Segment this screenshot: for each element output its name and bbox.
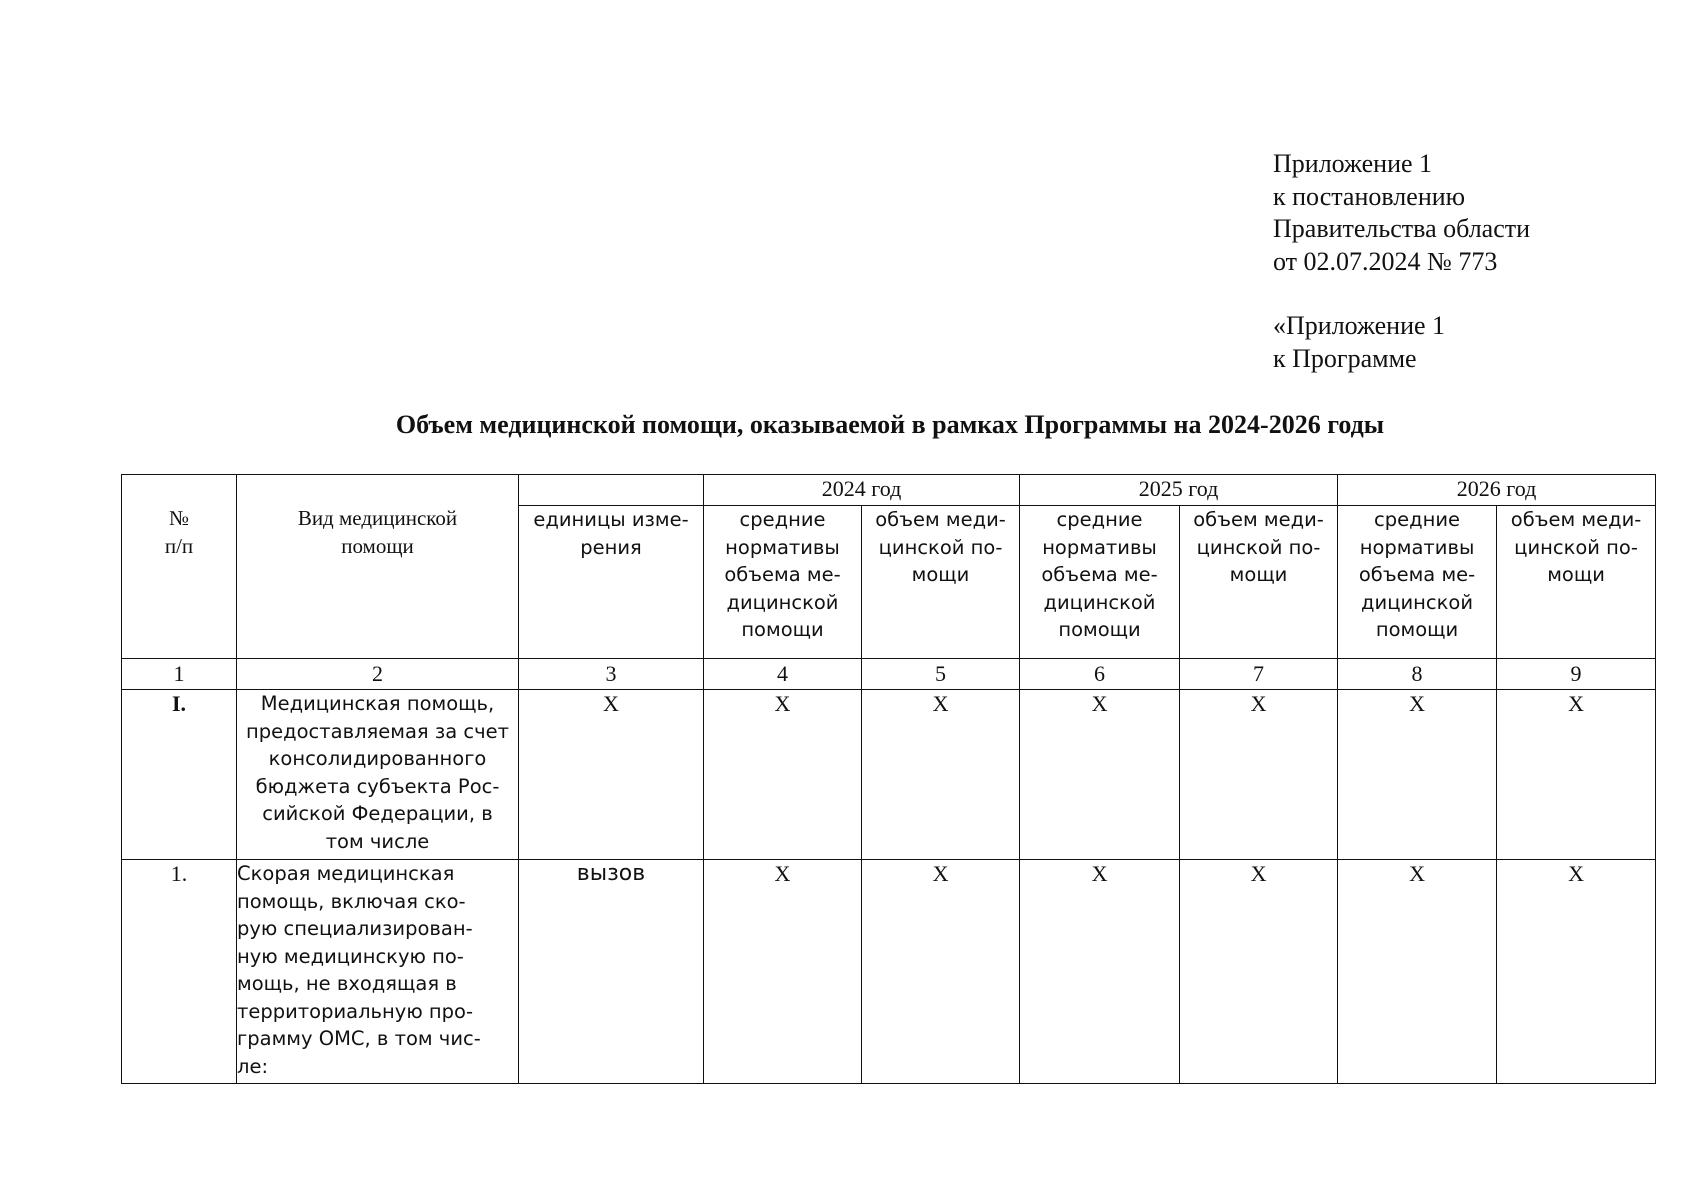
col-header-norms-2026: средние нормативы объема ме- дицинской помощи (1338, 506, 1497, 659)
column-number: 1 (122, 659, 237, 690)
year-header-row (122, 475, 1656, 506)
column-number: 5 (862, 659, 1020, 690)
row-number: 1. (122, 860, 237, 1084)
column-number: 4 (704, 659, 862, 690)
col-header-volume-2025: объем меди- цинской по- мощи (1180, 506, 1338, 659)
year-header-2024: 2024 год (704, 475, 1020, 506)
col-header-volume-2024: объем меди- цинской по- мощи (862, 506, 1020, 659)
cell-value: X (1497, 860, 1656, 1084)
column-number: 2 (237, 659, 519, 690)
annex-line: Правительства области (1273, 214, 1531, 243)
cell-value: X (1020, 860, 1180, 1084)
col-header-number: № п/п (122, 475, 237, 659)
column-number: 8 (1338, 659, 1497, 690)
table-row (122, 690, 1656, 860)
row-unit: X (519, 690, 704, 860)
row-care-type: Скорая медицинская помощь, включая ско- рую специализирован- ную медицинскую по- мощь, не входящая в территориальную про- грамму ОМС, в том чис- ле: (237, 860, 519, 1084)
annex-header (1273, 148, 1530, 375)
column-number: 6 (1020, 659, 1180, 690)
column-number: 3 (519, 659, 704, 690)
cell-value: X (1180, 860, 1338, 1084)
cell-value: X (862, 690, 1020, 860)
col-header-units: единицы изме- рения (519, 506, 704, 659)
cell-value: X (1338, 690, 1497, 860)
annex-line: к постановлению (1273, 181, 1466, 211)
column-number-row (122, 659, 1656, 690)
cell-value: X (1020, 690, 1180, 860)
col-header-norms-2024: средние нормативы объема ме- дицинской помощи (704, 506, 862, 659)
col-header-units-top (519, 475, 704, 506)
document-title: Объем медицинской помощи, оказываемой в рамках Программы на 2024-2026 годы (395, 410, 1385, 439)
cell-value: X (704, 860, 862, 1084)
row-care-type: Медицинская помощь, предоставляемая за счет консолидированного бюджета субъекта Рос- сийской Федерации, в том числе (237, 690, 519, 860)
program-annex-line: «Приложение 1 (1273, 311, 1446, 340)
column-number: 7 (1180, 659, 1338, 690)
col-header-volume-2026: объем меди- цинской по- мощи (1497, 506, 1656, 659)
year-header-2026: 2026 год (1338, 475, 1656, 506)
cell-value: X (1338, 860, 1497, 1084)
col-header-care-type: Вид медицинской помощи (237, 475, 519, 659)
program-annex-line: к Программе (1273, 343, 1417, 373)
row-number: I. (122, 690, 237, 860)
year-header-2025: 2025 год (1020, 475, 1338, 506)
cell-value: X (704, 690, 862, 860)
cell-value: X (862, 860, 1020, 1084)
annex-date-line: от 02.07.2024 № 773 (1273, 246, 1498, 276)
medical-care-volume-table (121, 474, 1656, 1084)
cell-value: X (1180, 690, 1338, 860)
column-number: 9 (1497, 659, 1656, 690)
cell-value: X (1497, 690, 1656, 860)
table-row (122, 860, 1656, 1084)
annex-line: Приложение 1 (1273, 149, 1433, 178)
col-header-norms-2025: средние нормативы объема ме- дицинской помощи (1020, 506, 1180, 659)
row-unit: вызов (519, 860, 704, 1084)
